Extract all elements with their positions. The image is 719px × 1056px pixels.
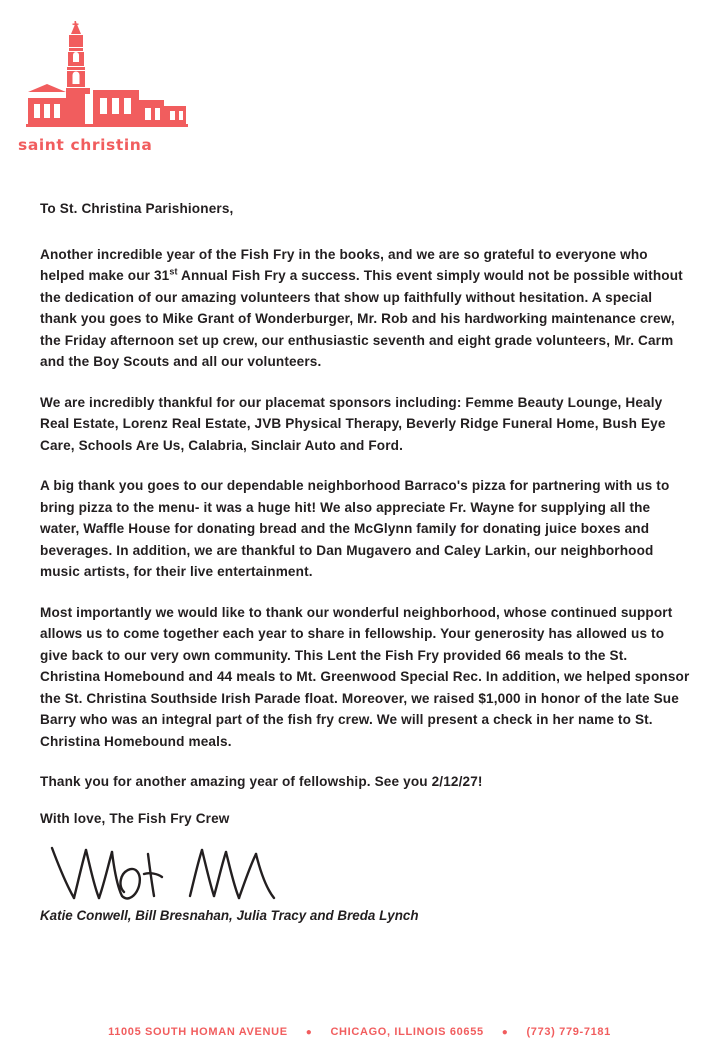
paragraph-1-part-a: Another incredible year of the Fish Fry in the books, and we are so grateful to everyone who helped make our 31 <box>40 246 648 283</box>
footer-contact-bar <box>0 1026 719 1038</box>
church-wordmark: saint christina <box>18 136 153 154</box>
paragraph-2-sponsors: We are incredibly thankful for our placemat sponsors including: Femme Beauty Lounge, Healy Real Estate, Lorenz Real Estate, JVB Physical Therapy, Beverly Ridge Funeral Home, Bush Eye Care, Schools Are Us, Calabria, Sinclair Auto and Ford. <box>40 394 666 453</box>
church-building-logo <box>14 20 192 130</box>
footer-separator-dot-2: ● <box>501 1026 509 1038</box>
footer-address: 11005 SOUTH HOMAN AVENUE <box>108 1026 288 1038</box>
footer-city-state-zip: CHICAGO, ILLINOIS 60655 <box>330 1026 484 1038</box>
handwritten-signature <box>44 844 304 906</box>
paragraph-1-part-b: Annual Fish Fry a success. This event simply would not be possible without the dedication of our amazing volunteers that show up faithfully without hesitation. A special thank you goes to Mike Grant of Wonderburger, Mr. Rob and his hardworking maintenance crew, the Friday afternoon set up crew, our enthusiastic seventh and eight grade volunteers, Mr. Carm and the Boy Scouts and all our volunteers. <box>40 268 683 369</box>
paragraph-5-thanks: Thank you for another amazing year of fellowship. See you 2/12/27! <box>40 774 483 789</box>
paragraph-4-community: Most importantly we would like to thank our wonderful neighborhood, whose continued support allows us to come together each year to share in fellowship. Your generosity has allowed us to give back to our very own community. This Lent the Fish Fry provided 66 meals to the St. Christina Homebound and 44 meals to Mt. Greenwood Special Rec. In addition, we helped sponsor the St. Christina Southside Irish Parade float. Moreover, we raised $1,000 in honor of the late Sue Barry who was an integral part of the fish fry crew. We will present a check in her name to St. Christina Homebound meals. <box>40 604 690 749</box>
closing-line: With love, The Fish Fry Crew <box>40 810 230 826</box>
letterhead <box>14 20 234 154</box>
letter-body <box>40 198 690 923</box>
paragraph-3-partners: A big thank you goes to our dependable neighborhood Barraco's pizza for partnering with us to bring pizza to the menu- it was a huge hit! We also appreciate Fr. Wayne for supplying all the water, Waffle House for donating bread and the McGlynn family for donating juice boxes and beverages. In addition, we are thankful to Dan Mugavero and Caley Larkin, our neighborhood music artists, for their live entertainment. <box>40 478 670 579</box>
salutation: To St. Christina Parishioners, <box>40 201 234 216</box>
footer-separator-dot-1: ● <box>305 1026 313 1038</box>
paragraph-1 <box>40 244 690 373</box>
ordinal-suffix: st <box>169 266 178 277</box>
footer-phone: (773) 779-7181 <box>526 1026 611 1038</box>
signature-names: Katie Conwell, Bill Bresnahan, Julia Tracy and Breda Lynch <box>40 908 419 923</box>
signature-block <box>40 844 690 923</box>
